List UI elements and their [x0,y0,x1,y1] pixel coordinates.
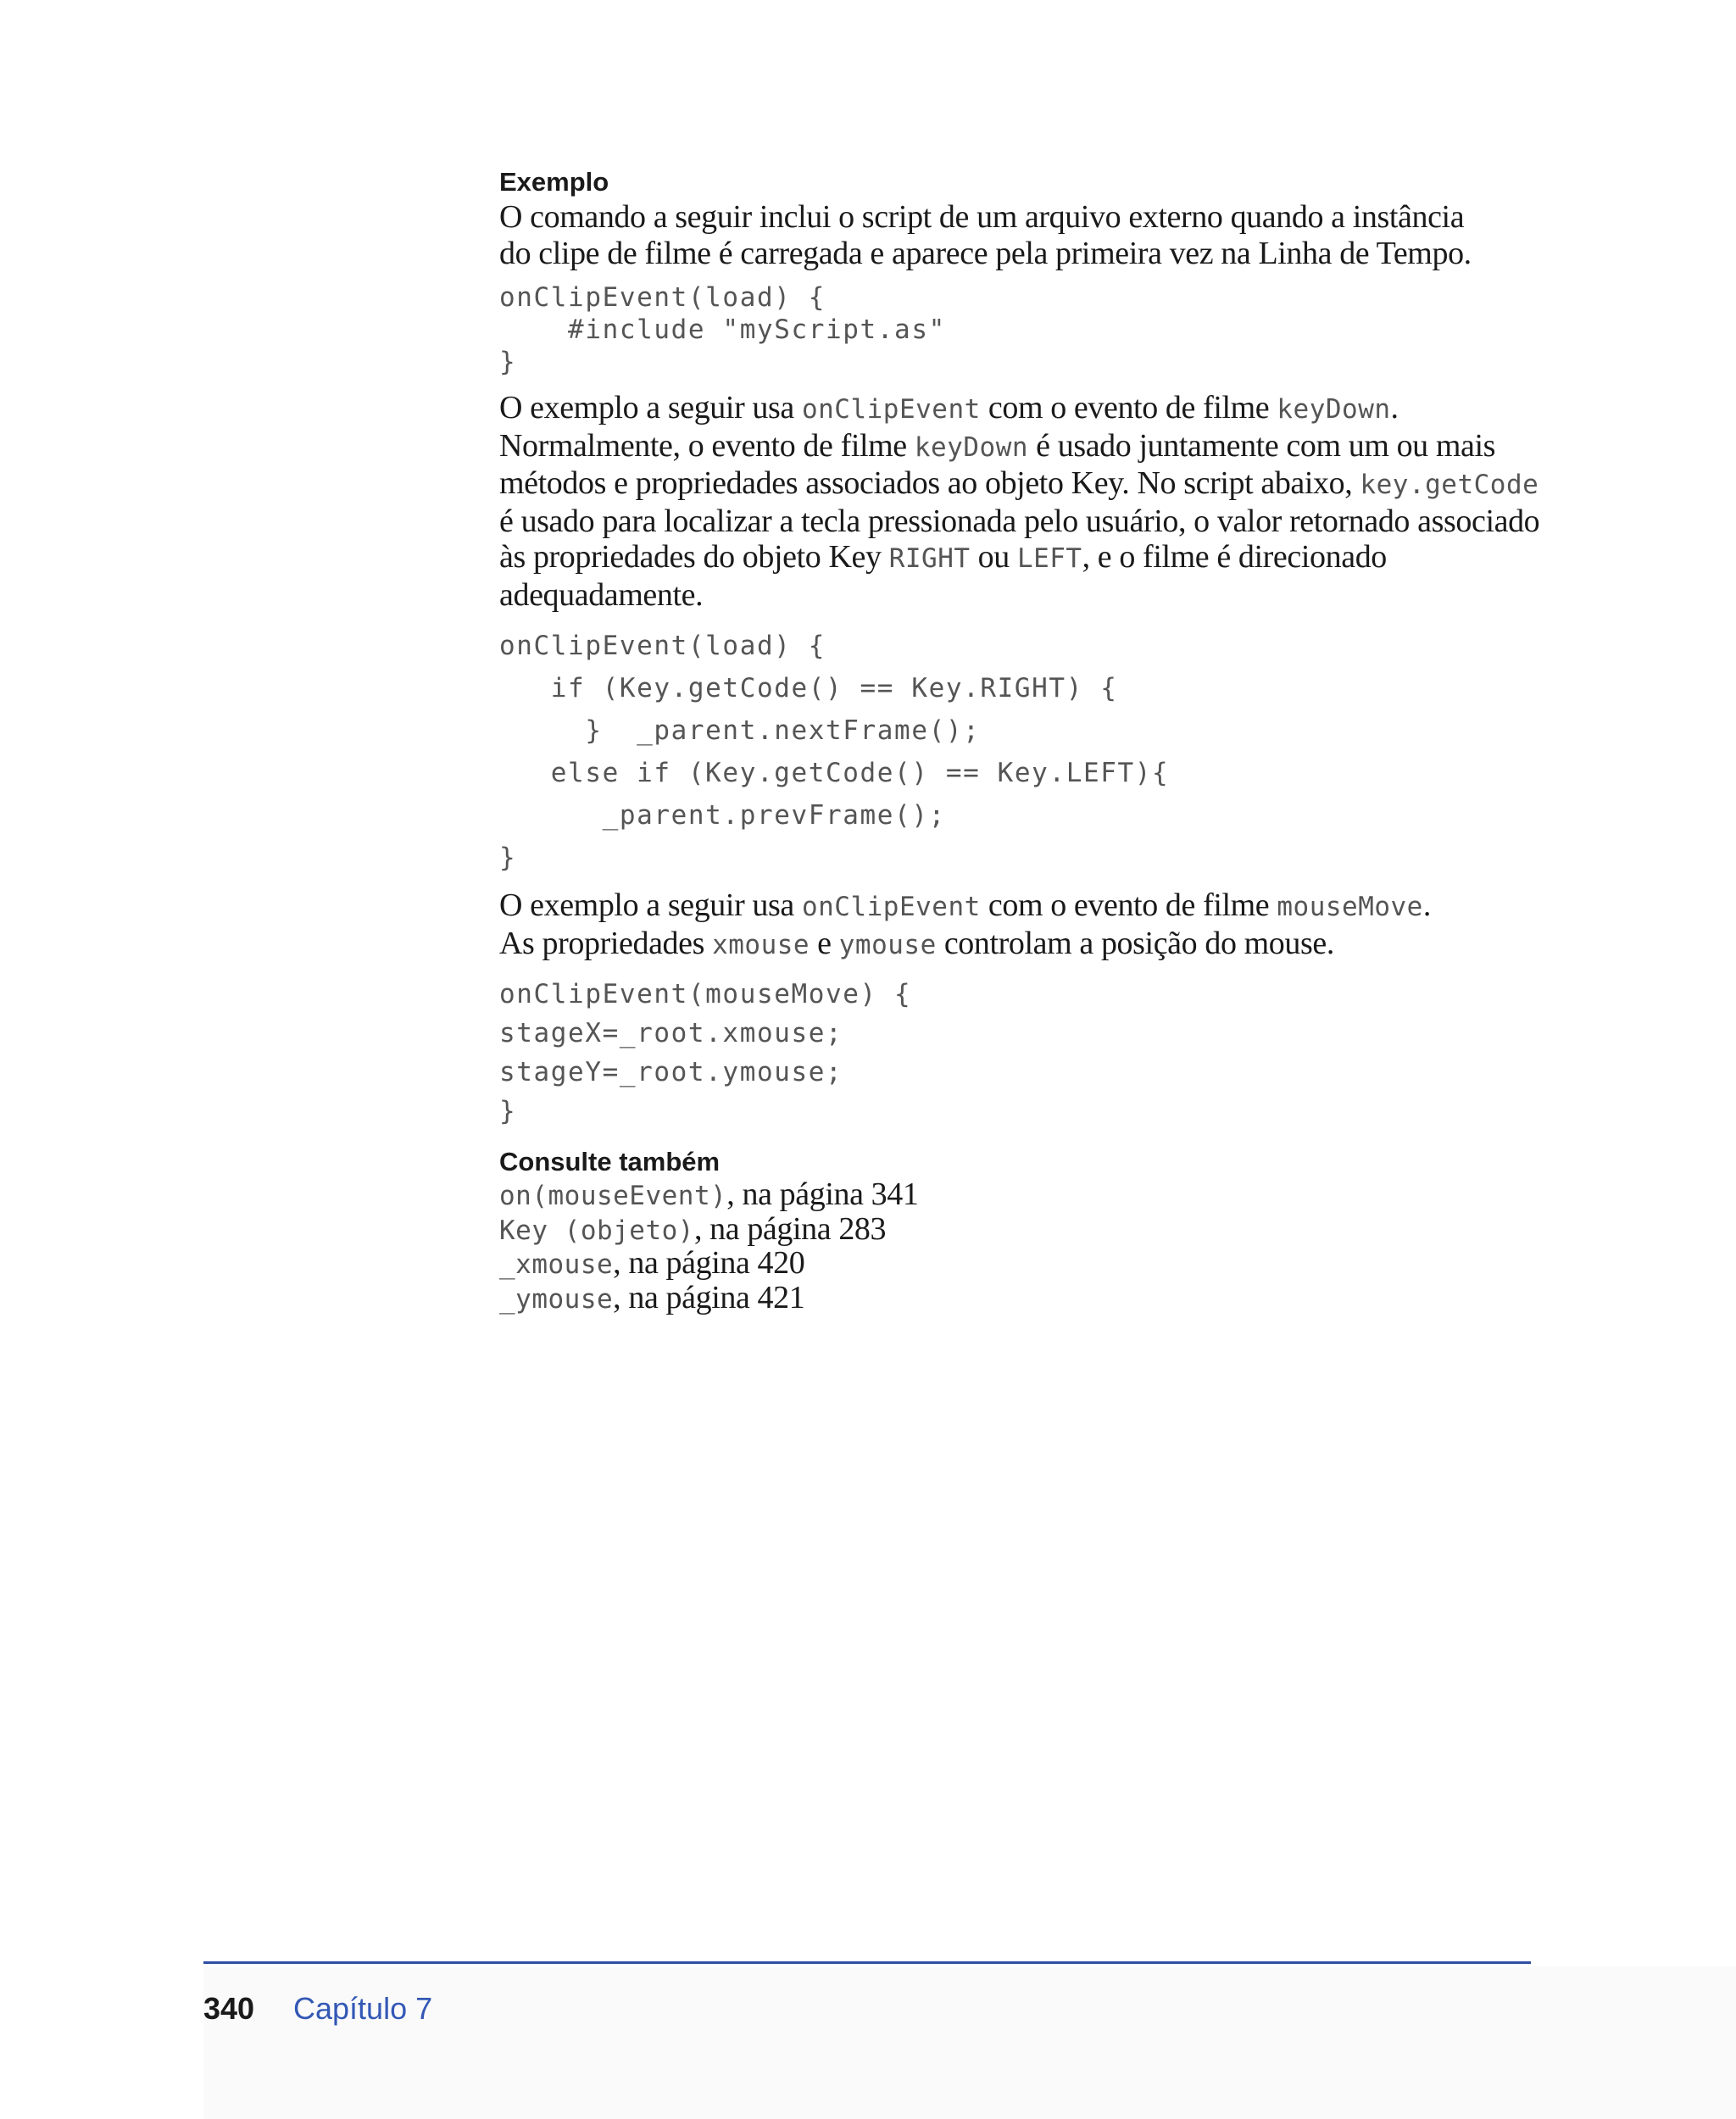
paragraph-line [499,465,1542,503]
inline-code: RIGHT [888,543,971,574]
text-run: , e o filme é direcionado [1082,539,1387,575]
example-intro [499,199,1542,271]
text-run: , na página 283 [693,1210,887,1247]
inline-code: LEFT [1016,543,1082,574]
text-run: é usado juntamente com um ou mais [1028,427,1496,464]
see-also-link[interactable] [499,1279,1542,1316]
paragraph-line [499,539,1542,577]
paragraph-line: adequadamente. [499,576,704,613]
inline-code: keyDown [1277,394,1391,425]
see-also-link[interactable] [499,1178,1542,1213]
inline-code: Key (objeto) [499,1215,694,1246]
code-line: } [499,843,517,873]
text-run: Normalmente, o evento de filme [499,427,915,464]
page-bottom-tint [203,1966,1736,2119]
code-block-include [499,281,1542,378]
text-run: e [810,925,839,961]
example-heading: Exemplo [499,167,609,197]
inline-code: _xmouse [499,1249,614,1280]
code-line: } _parent.nextFrame(); [499,715,981,746]
see-also-heading: Consulte também [499,1147,721,1176]
paragraph-line [499,428,1542,466]
text-run: . [1422,887,1431,923]
text-run: ou [970,539,1017,575]
text-run: métodos e propriedades associados ao objeto Key. No script abaixo, [499,465,1360,501]
paragraph-line [499,887,1542,926]
inline-code: xmouse [712,929,810,960]
text-run: às propriedades do objeto Key [499,539,889,575]
inline-code: ymouse [838,929,937,960]
text-run: com o evento de filme [980,887,1277,923]
inline-code: key.getCode [1360,470,1539,500]
code-line: #include "myScript.as" [499,314,946,345]
code-line: onClipEvent(load) { [499,282,826,313]
code-line: stageX=_root.xmouse; [499,1018,843,1048]
code-line: if (Key.getCode() == Key.RIGHT) { [499,673,1118,704]
paragraph-line [499,926,1542,964]
code-line: else if (Key.getCode() == Key.LEFT){ [499,758,1170,788]
text-run: O exemplo a seguir usa [499,390,802,425]
inline-code: mouseMove [1277,892,1423,922]
inline-code: onClipEvent [801,394,981,425]
inline-code: on(mouseEvent) [499,1181,727,1211]
text-run: As propriedades [499,925,713,961]
paragraph-line [499,390,1542,428]
code-line: onClipEvent(load) { [499,631,826,661]
paragraph-line: é usado para localizar a tecla pressionada pelo usuário, o valor retornado associado [499,503,1540,539]
inline-code: onClipEvent [801,892,981,922]
code-line: _parent.prevFrame(); [499,800,946,831]
inline-code: _ymouse [499,1283,614,1315]
text-run: . [1390,390,1399,425]
intro-line: O comando a seguir inclui o script de um arquivo externo quando a instância [499,199,1465,235]
chapter-label: Capítulo 7 [293,1991,433,2026]
text-run: O exemplo a seguir usa [499,887,802,923]
inline-code: keyDown [914,431,1029,463]
text-run: , na página 421 [613,1279,805,1315]
text-run: com o evento de filme [980,390,1277,425]
footer-rule [203,1961,1531,1964]
code-block-keydown [499,625,1542,879]
page-content [499,166,1542,1315]
code-block-mousemove [499,975,1542,1131]
code-line: onClipEvent(mouseMove) { [499,979,912,1009]
keydown-paragraph [499,390,1542,613]
see-also-link[interactable] [499,1210,1542,1248]
page-number: 340 [203,1991,255,2026]
text-run: , na página 420 [613,1245,805,1281]
code-line: stageY=_root.ymouse; [499,1057,843,1087]
code-line: } [499,1096,517,1126]
mousemove-paragraph [499,887,1542,963]
intro-line: do clipe de filme é carregada e aparece pela primeira vez na Linha de Tempo. [499,235,1472,271]
text-run: , na página 341 [726,1176,919,1212]
see-also-link[interactable] [499,1247,1542,1282]
code-line: } [499,347,517,377]
text-run: controlam a posição do mouse. [936,925,1334,961]
see-also-list [499,1178,1542,1315]
